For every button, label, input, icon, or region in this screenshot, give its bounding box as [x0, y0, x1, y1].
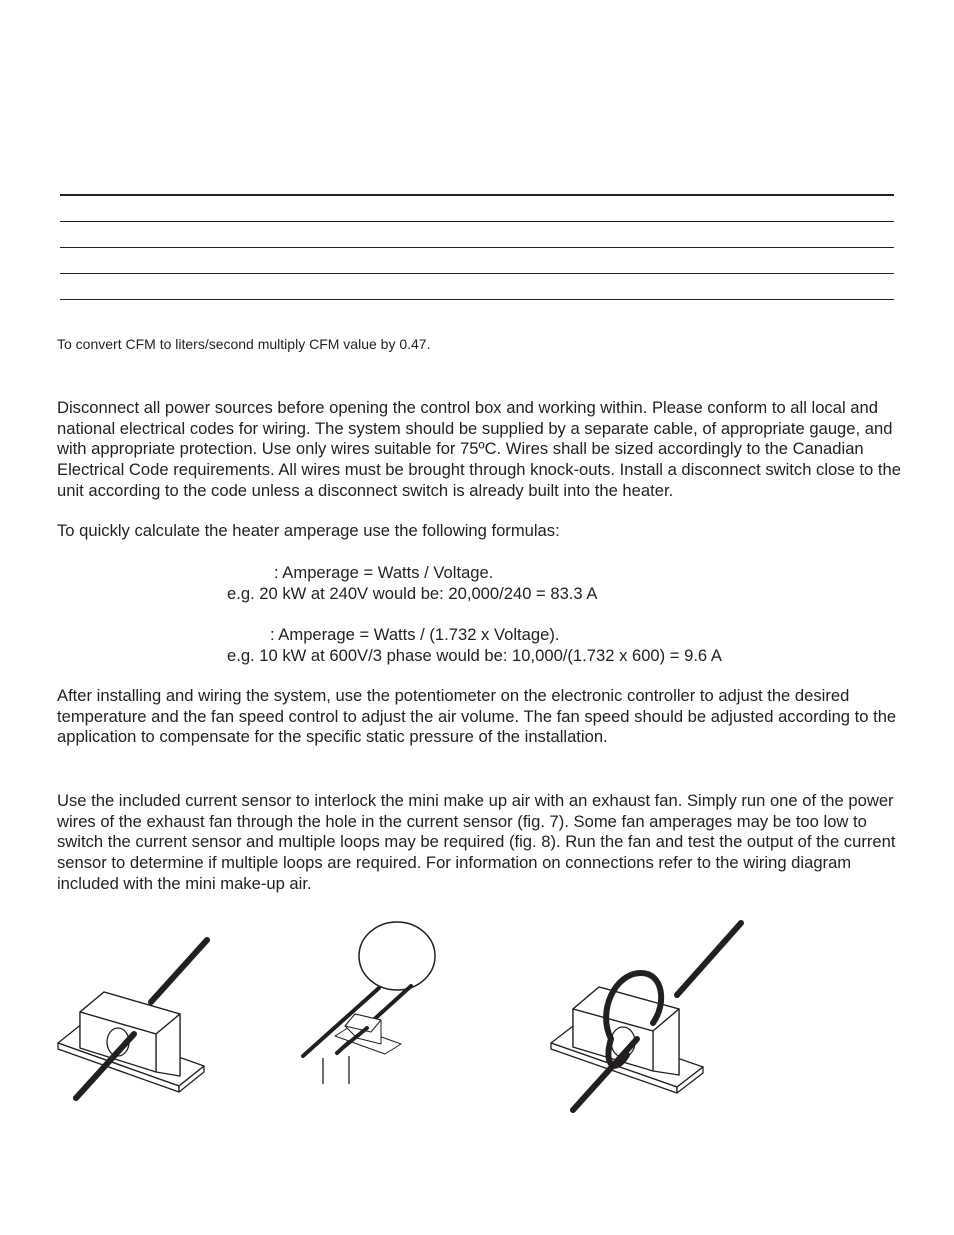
table-row-rule: [60, 247, 894, 248]
table-row-rule: [60, 299, 894, 300]
table-top-rule: [60, 194, 894, 196]
wiring-paragraph: Disconnect all power sources before opening the control box and working within. Please conform to all local and national electrical codes for wiring. The system should be supplied by a separate cable, of appropriate gauge, and with appropriate protection. Use only wires suitable for 75ºC. Wires shall be sized accordingly to the Canadian Electrical Code requirements. All wires must be brought through knock-outs. Install a disconnect switch close to the unit according to the code unless a disconnect switch is already built into the heater.: [57, 398, 901, 500]
single-phase-formula: : Amperage = Watts / Voltage.: [274, 563, 494, 582]
three-phase-formula: : Amperage = Watts / (1.732 x Voltage).: [270, 625, 560, 644]
single-phase-example: e.g. 20 kW at 240V would be: 20,000/240 = 83.3 A: [227, 584, 598, 603]
current-sensor-single-wire-figure: [50, 930, 220, 1110]
adjustment-paragraph: After installing and wiring the system, use the potentiometer on the electronic controller to adjust the desired temperature and the fan speed control to adjust the air volume. The fan speed should be adjusted according to the application to compensate for the specific static pressure of the installation.: [57, 686, 897, 747]
table-row-rule: [60, 221, 894, 222]
conversion-note: To convert CFM to liters/second multiply CFM value by 0.47.: [57, 336, 431, 352]
current-sensor-multiple-loops-figure: [545, 915, 755, 1120]
current-sensor-connection-figure: [295, 918, 445, 1088]
three-phase-example: e.g. 10 kW at 600V/3 phase would be: 10,000/(1.732 x 600) = 9.6 A: [227, 646, 722, 665]
table-row-rule: [60, 273, 894, 274]
interlock-paragraph: Use the included current sensor to interlock the mini make up air with an exhaust fan. Simply run one of the power wires of the exhaust fan through the hole in the current sensor (fig. 7). Some fan amperages may be too low to switch the current sensor and multiple loops may be required (fig. 8). Run the fan and test the output of the current sensor to determine if multiple loops are required. For information on connections refer to the wiring diagram included with the mini make-up air.: [57, 791, 896, 893]
formulas-intro: To quickly calculate the heater amperage use the following formulas:: [57, 521, 560, 540]
